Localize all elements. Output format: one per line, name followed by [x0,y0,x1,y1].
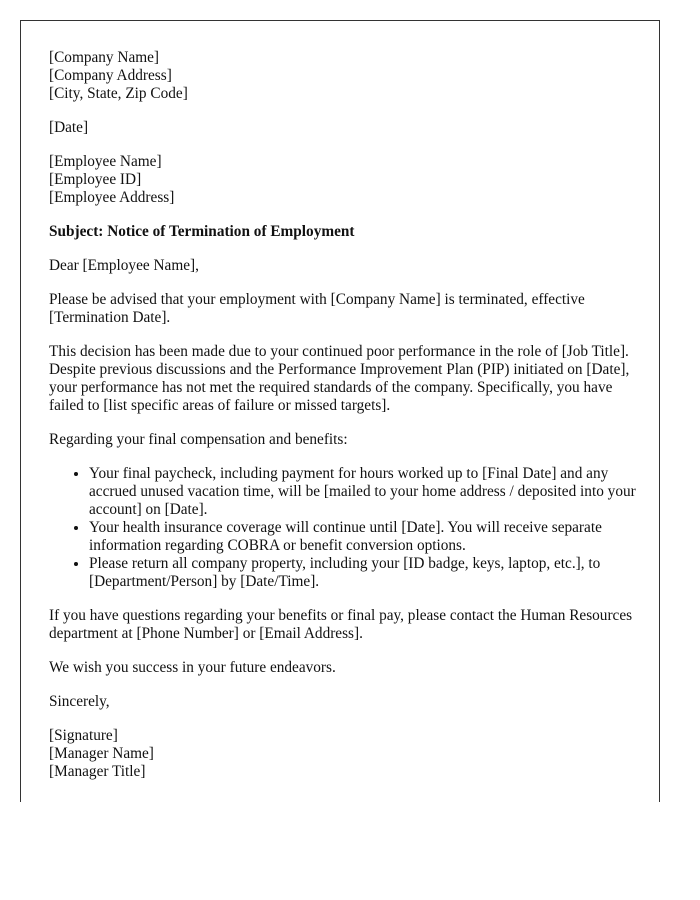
contact-paragraph: If you have questions regarding your benefits or final pay, please contact the Human Resources department at [Phone Number] or [Email Address]. [49,607,633,642]
benefits-list [49,465,639,591]
company-name: [Company Name] [49,49,160,66]
manager-name: [Manager Name] [49,745,154,762]
reason-paragraph: This decision has been made due to your continued poor performance in the role of [Job Title]. Despite previous discussions and the Performance Improvement Plan (PIP) initiated on [Date], your performance has not met the required standards of the company. Specifically, you have failed to [list specific areas of failure or missed targets]. [49,343,630,414]
employee-name: [Employee Name] [49,153,162,170]
salutation: Dear [Employee Name], [49,257,199,274]
letter-date: [Date] [49,119,89,136]
employee-address: [Employee Address] [49,189,175,206]
employee-id: [Employee ID] [49,171,142,188]
company-city-state-zip: [City, State, Zip Code] [49,85,188,102]
closing: Sincerely, [49,693,110,710]
recipient-address [49,153,639,207]
signature: [Signature] [49,727,118,744]
termination-paragraph: Please be advised that your employment with [Company Name] is terminated, effective [Termination Date]. [49,291,585,326]
list-item-health-insurance: • Your health insurance coverage will continue until [Date]. You will receive separate information regarding COBRA or benefit conversion options. [89,519,639,555]
letter-body [49,49,639,797]
letter-page [20,20,660,802]
subject-line: Subject: Notice of Termination of Employment [49,223,355,240]
sender-address [49,49,639,103]
signature-block [49,727,639,781]
manager-title: [Manager Title] [49,763,146,780]
compensation-intro: Regarding your final compensation and benefits: [49,431,348,448]
closing-wish: We wish you success in your future endeavors. [49,659,336,676]
list-item-company-property: • Please return all company property, including your [ID badge, keys, laptop, etc.], to [Department/Person] by [Date/Time]. [89,555,639,591]
list-item-final-paycheck: • Your final paycheck, including payment for hours worked up to [Final Date] and any accrued unused vacation time, will be [mailed to your home address / deposited into your account] on [Date]. [89,465,639,519]
company-address: [Company Address] [49,67,172,84]
